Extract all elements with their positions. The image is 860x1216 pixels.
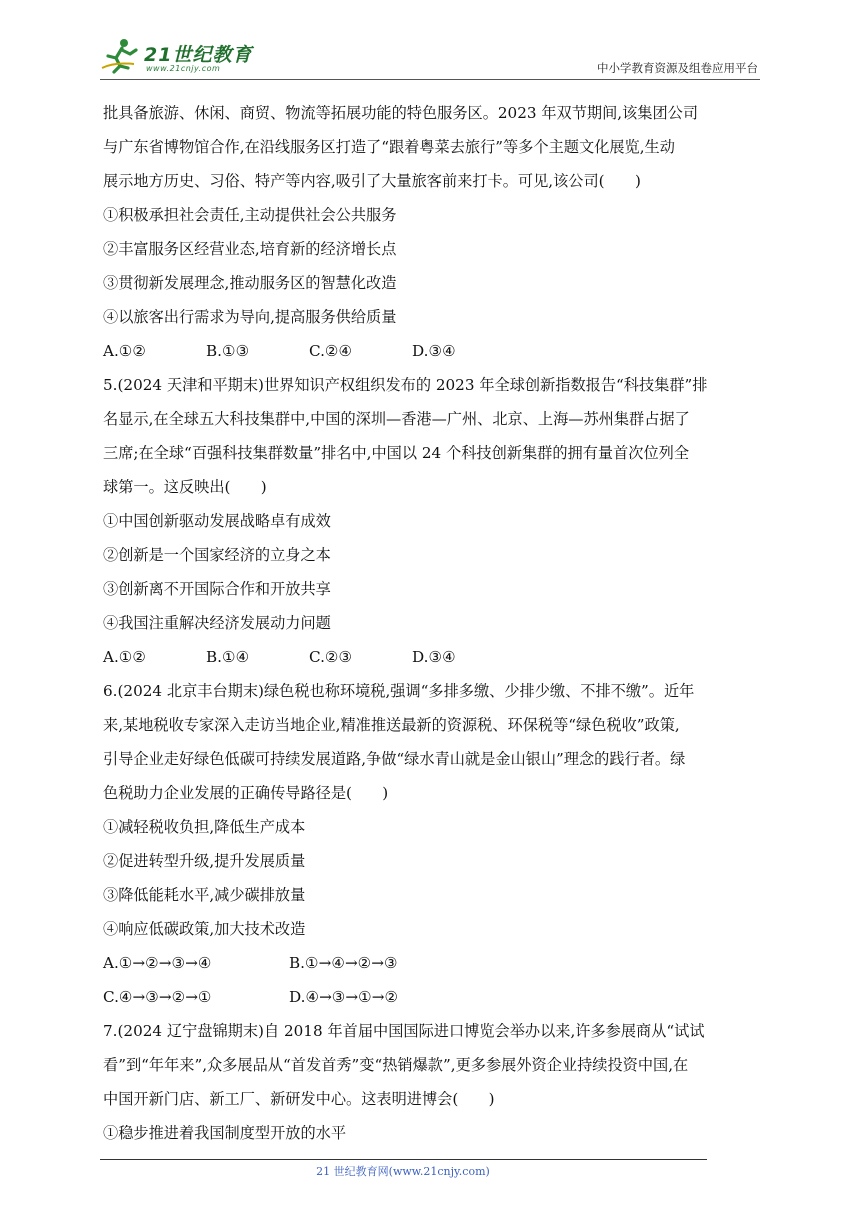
statement-item: ②促进转型升级,提升发展质量 [103,852,306,870]
question-stem-line: 引导企业走好绿色低碳可持续发展道路,争做“绿水青山就是金山银山”理念的践行者。绿 [103,750,686,768]
question-6 [103,674,763,1014]
option-a: A.①→②→③→④ [103,954,212,972]
question-stem-line: 展示地方历史、习俗、特产等内容,吸引了大量旅客前来打卡。可见,该公司( ) [103,172,641,190]
answer-options [103,640,763,674]
question-stem-line: 名显示,在全球五大科技集群中,中国的深圳—香港—广州、北京、上海—苏州集群占据了 [103,410,690,428]
platform-name: 中小学教育资源及组卷应用平台 [597,61,758,75]
page-header [100,36,760,80]
question-stem-line: 批具备旅游、休闲、商贸、物流等拓展功能的特色服务区。2023 年双节期间,该集团公司 [103,104,699,122]
option-c: C.④→③→②→① [103,988,212,1006]
question-stem-line: 三席;在全球“百强科技集群数量”排名中,中国以 24 个科技创新集群的拥有量首次位列全 [103,444,690,462]
question-stem-line: 5.(2024 天津和平期末)世界知识产权组织发布的 2023 年全球创新指数报告“科技集群”排 [103,376,708,394]
statement-item: ④响应低碳政策,加大技术改造 [103,920,306,938]
question-stem-line: 看”到“年年来”,众多展品从“首发首秀”变“热销爆款”,更多参展外资企业持续投资中国,在 [103,1056,689,1074]
logo-url: www.21cnjy.com [146,64,221,73]
option-d: D.③④ [412,342,456,360]
statement-item: ④我国注重解决经济发展动力问题 [103,614,331,632]
footer-divider [100,1159,707,1160]
statement-item: ①中国创新驱动发展战略卓有成效 [103,512,331,530]
statement-item: ③创新离不开国际合作和开放共享 [103,580,331,598]
statement-item: ④以旅客出行需求为导向,提高服务供给质量 [103,308,397,326]
question-content [103,96,763,1150]
question-7 [103,1014,763,1150]
footer-link[interactable]: 21 世纪教育网(www.21cnjy.com) [316,1165,490,1178]
question-stem-line: 中国开新门店、新工厂、新研发中心。这表明进博会( ) [103,1090,495,1108]
runner-logo-icon [100,38,140,74]
question-4 [103,96,763,368]
header-divider [100,79,760,80]
statement-item: ①积极承担社会责任,主动提供社会公共服务 [103,206,397,224]
answer-options [103,334,763,368]
option-b: B.①③ [206,342,250,360]
answer-options [103,980,763,1014]
option-a: A.①② [103,342,147,360]
statement-item: ②创新是一个国家经济的立身之本 [103,546,331,564]
question-stem-line: 来,某地税收专家深入走访当地企业,精准推送最新的资源税、环保税等“绿色税收”政策, [103,716,680,734]
logo-title: 21世纪教育 [144,44,253,66]
question-stem-line: 7.(2024 辽宁盘锦期末)自 2018 年首届中国国际进口博览会举办以来,许多参展商从“试试 [103,1022,705,1040]
question-stem-line: 色税助力企业发展的正确传导路径是( ) [103,784,389,802]
statement-item: ②丰富服务区经营业态,培育新的经济增长点 [103,240,397,258]
answer-options [103,946,763,980]
site-logo[interactable] [100,36,270,76]
option-b: B.①→④→②→③ [289,954,398,972]
question-stem-line: 与广东省博物馆合作,在沿线服务区打造了“跟着粤菜去旅行”等多个主题文化展览,生动 [103,138,675,156]
statement-item: ③降低能耗水平,减少碳排放量 [103,886,306,904]
option-d: D.④→③→①→② [289,988,399,1006]
option-b: B.①④ [206,648,250,666]
option-d: D.③④ [412,648,456,666]
option-c: C.②③ [309,648,353,666]
statement-item: ①稳步推进着我国制度型开放的水平 [103,1124,346,1142]
question-stem-line: 球第一。这反映出( ) [103,478,267,496]
statement-item: ③贯彻新发展理念,推动服务区的智慧化改造 [103,274,397,292]
statement-item: ①减轻税收负担,降低生产成本 [103,818,306,836]
question-5 [103,368,763,674]
option-c: C.②④ [309,342,353,360]
option-a: A.①② [103,648,147,666]
question-stem-line: 6.(2024 北京丰台期末)绿色税也称环境税,强调“多排多缴、少排少缴、不排不缴”。近年 [103,682,695,700]
